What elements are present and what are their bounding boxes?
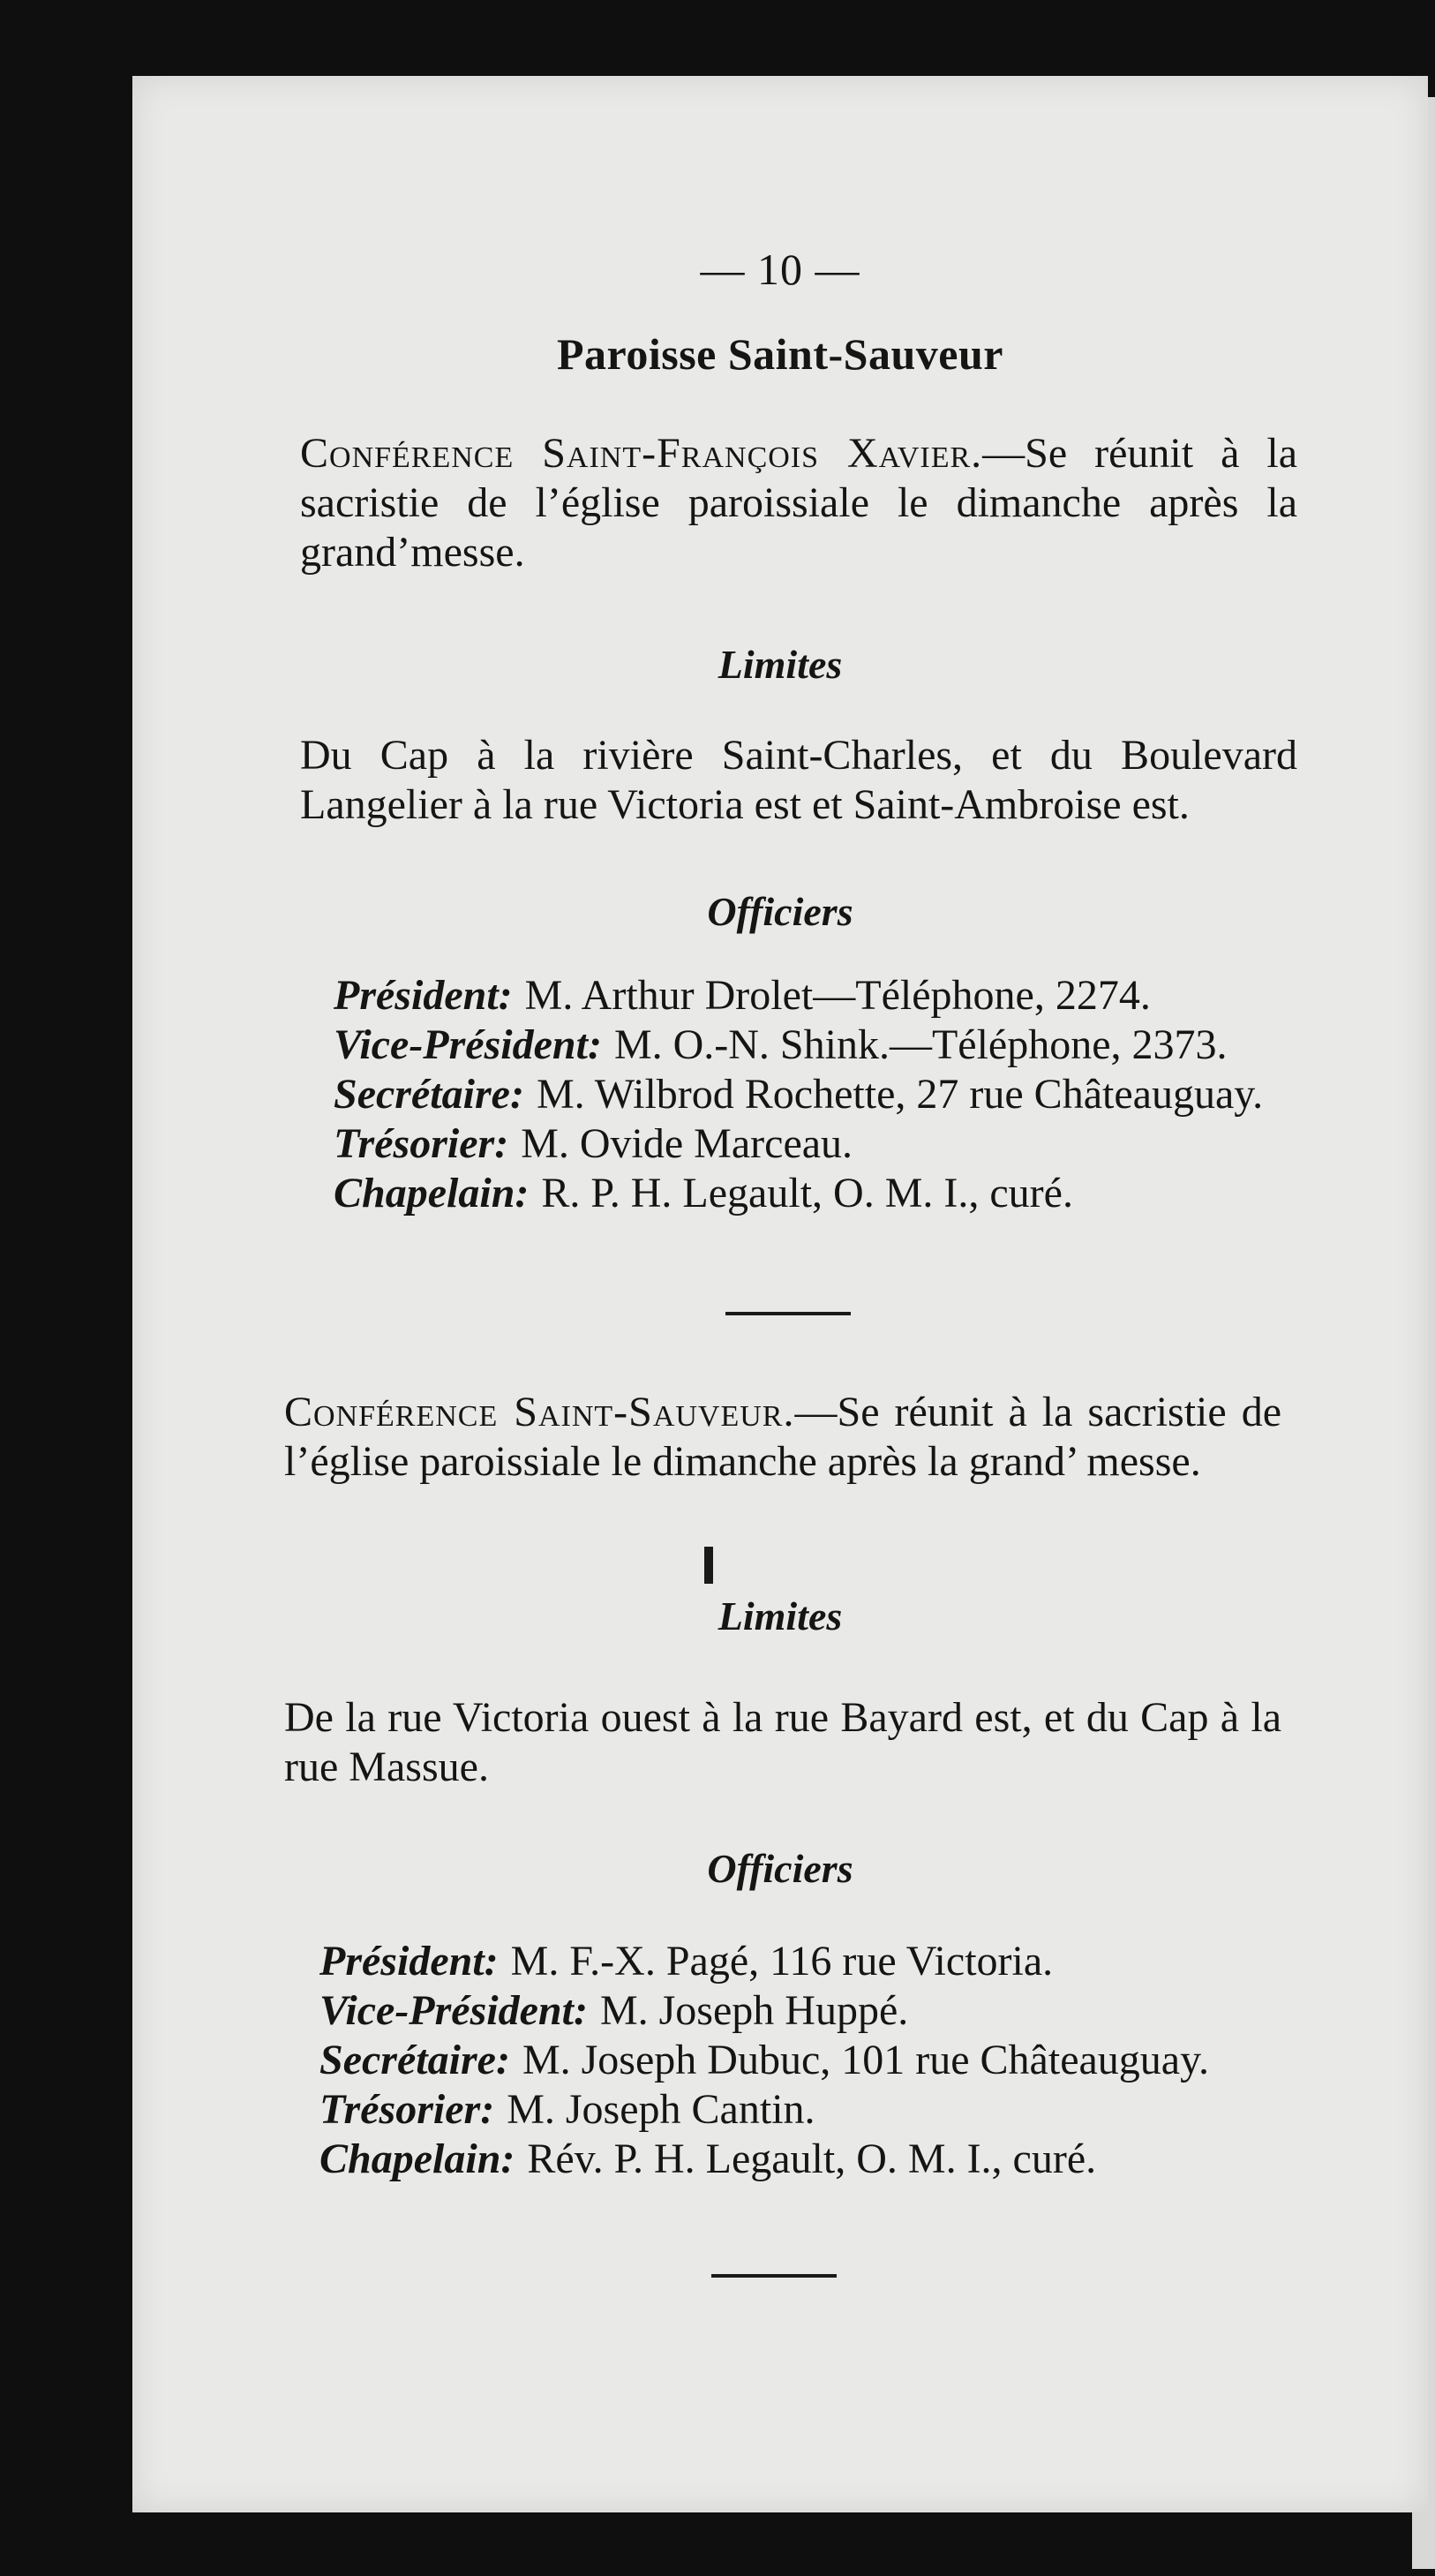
officer-value: M. Joseph Cantin. — [507, 2086, 815, 2133]
officer-value: M. O.-N. Shink.—Téléphone, 2373. — [613, 1021, 1228, 1068]
officer-line — [319, 2135, 1317, 2184]
officer-value: R. P. H. Legault, O. M. I., curé. — [541, 1170, 1073, 1216]
officer-role: Secrétaire: — [334, 1071, 524, 1118]
page — [132, 76, 1428, 2512]
conference-1-officers-heading: Officiers — [707, 889, 853, 934]
page-number: — 10 — — [700, 245, 860, 294]
conference-2-name: Conférence Saint-Sauveur. — [284, 1389, 795, 1435]
officer-value: Rév. P. H. Legault, O. M. I., curé. — [527, 2135, 1097, 2182]
officer-role: Secrétaire: — [319, 2037, 510, 2083]
officer-role: Vice-Président: — [319, 1987, 588, 2034]
officer-line — [334, 1070, 1331, 1119]
page-content — [132, 76, 1428, 2512]
officer-role: Trésorier: — [319, 2086, 495, 2133]
officer-role: Président: — [319, 1938, 499, 1985]
officer-line — [334, 1119, 1331, 1169]
officer-line — [334, 971, 1331, 1021]
officer-line — [319, 2085, 1317, 2135]
conference-1-limits-text: Du Cap à la rivière Saint-Charles, et du Boulevard Langelier à la rue Victoria est et Saint-Ambroise est. — [300, 732, 1297, 828]
officer-line — [334, 1021, 1331, 1070]
conference-2-limits-text: De la rue Victoria ouest à la rue Bayard est, et du Cap à la rue Massue. — [284, 1694, 1281, 1790]
officer-role: Chapelain: — [334, 1170, 530, 1216]
scan-artifact — [704, 1547, 713, 1584]
officer-role: Chapelain: — [319, 2135, 515, 2182]
officer-line — [334, 1169, 1331, 1218]
conference-1-intro — [300, 429, 1297, 577]
officer-value: M. Ovide Marceau. — [521, 1120, 853, 1167]
parish-title: Paroisse Saint-Sauveur — [557, 329, 1003, 379]
officer-value: M. Arthur Drolet—Téléphone, 2274. — [524, 972, 1151, 1019]
conference-2-officers-list — [319, 1937, 1317, 2184]
officer-value: M. Wilbrod Rochette, 27 rue Châteauguay. — [536, 1071, 1264, 1118]
officer-role: Vice-Président: — [334, 1021, 602, 1068]
officer-value: M. F.-X. Pagé, 116 rue Victoria. — [510, 1938, 1054, 1985]
section-divider — [711, 2274, 837, 2278]
conference-2-intro — [284, 1388, 1281, 1487]
officer-line — [319, 1986, 1317, 2036]
conference-2-limits-heading: Limites — [718, 1593, 843, 1638]
conference-2-meeting-info: —Se réunit à la sacristie de l’église paroissiale le dimanche après la grand’ messe. — [284, 1389, 1282, 1485]
officer-line — [319, 2036, 1317, 2085]
section-divider — [725, 1312, 851, 1315]
conference-1-name: Conférence Saint-François Xavier. — [300, 430, 983, 477]
officer-line — [319, 1937, 1317, 1986]
officer-role: Trésorier: — [334, 1120, 509, 1167]
conference-1-officers-list — [334, 971, 1331, 1218]
officer-value: M. Joseph Huppé. — [599, 1987, 909, 2034]
conference-1-limits-heading: Limites — [718, 642, 843, 687]
conference-2-officers-heading: Officiers — [707, 1846, 853, 1891]
conference-1-meeting-info: —Se réunit à la sacristie de l’église paroissiale le dimanche après la grand’messe. — [300, 430, 1297, 576]
officer-value: M. Joseph Dubuc, 101 rue Châteauguay. — [522, 2037, 1209, 2083]
officer-role: Président: — [334, 972, 513, 1019]
